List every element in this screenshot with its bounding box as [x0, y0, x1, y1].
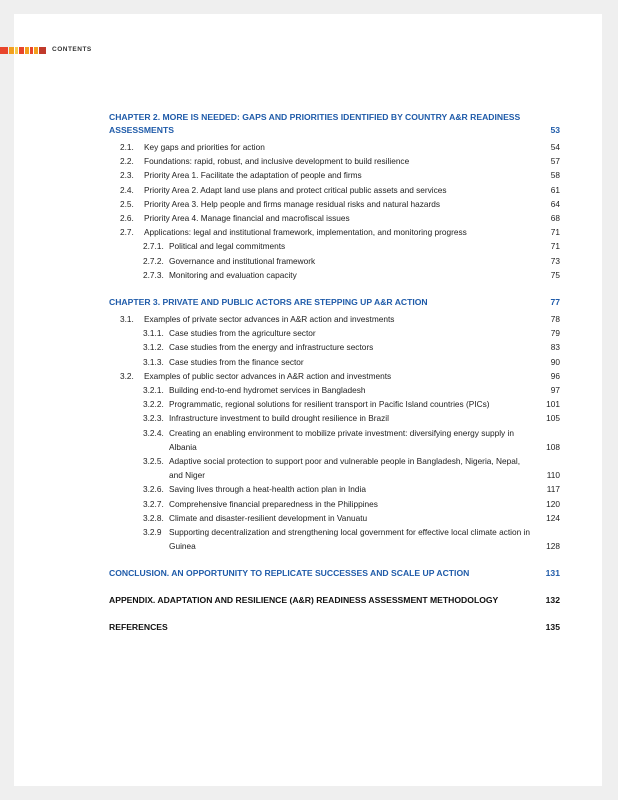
entry-page: 78	[550, 314, 560, 325]
table-of-contents	[109, 111, 560, 634]
entry-text: Building end-to-end hydromet services in Bangladesh	[169, 385, 366, 396]
entry-page: 83	[550, 342, 560, 353]
toc-entry[interactable]	[109, 454, 560, 482]
entry-text: Applications: legal and institutional framework, implementation, and monitoring progress	[144, 227, 467, 238]
entry-text: Foundations: rapid, robust, and inclusive development to build resilience	[144, 156, 410, 167]
entry-number: 3.2.4.	[143, 427, 164, 438]
toc-chapter-2[interactable]	[109, 111, 560, 137]
entry-page: 57	[550, 156, 560, 167]
entry-text: Adaptive social protection to support poor and vulnerable people in Bangladesh, Nigeria, Nepal, and Niger	[169, 456, 521, 481]
toc-entry[interactable]	[109, 525, 560, 553]
entry-number: 3.2.3.	[143, 413, 164, 424]
entry-page: 110	[546, 470, 560, 481]
chapter-title: CHAPTER 2. MORE IS NEEDED: GAPS AND PRIORITIES IDENTIFIED BY COUNTRY A&R READINESS ASSESSMENTS	[109, 112, 521, 135]
entry-number: 3.1.2.	[143, 342, 164, 353]
entry-page: 79	[550, 328, 560, 339]
entry-text: Programmatic, regional solutions for resilient transport in Pacific Island countries (PICs)	[169, 399, 490, 410]
entry-number: 2.7.	[120, 227, 134, 238]
entry-text: Political and legal commitments	[169, 241, 286, 252]
toc-references[interactable]	[109, 621, 560, 634]
entry-page: 124	[546, 512, 560, 523]
entry-page: 71	[550, 227, 560, 238]
entry-number: 3.2.7.	[143, 498, 164, 509]
entry-text: Governance and institutional framework	[169, 255, 316, 266]
entry-page: 54	[550, 142, 560, 152]
toc-entry[interactable]	[109, 326, 560, 340]
contents-label: CONTENTS	[52, 46, 92, 53]
entry-text: Key gaps and priorities for action	[144, 142, 265, 152]
entry-number: 2.2.	[120, 156, 134, 167]
entry-text: Creating an enabling environment to mobilize private investment: diversifying energy supply in Albania	[169, 427, 514, 452]
toc-entry[interactable]	[109, 383, 560, 397]
appendix-title: APPENDIX. ADAPTATION AND RESILIENCE (A&R) READINESS ASSESSMENT METHODOLOGY	[109, 595, 499, 606]
toc-entry[interactable]	[109, 497, 560, 511]
document-page	[14, 14, 602, 794]
toc-entry[interactable]	[109, 511, 560, 525]
entry-number: 3.1.	[120, 314, 134, 325]
toc-appendix[interactable]	[109, 594, 560, 607]
entry-text: Case studies from the energy and infrastructure sectors	[169, 342, 374, 353]
toc-entry[interactable]	[109, 225, 560, 239]
toc-entry[interactable]	[109, 254, 560, 268]
appendix-page: 132	[545, 595, 560, 606]
toc-conclusion[interactable]	[109, 567, 560, 580]
entry-text: Monitoring and evaluation capacity	[169, 269, 297, 280]
entry-number: 2.7.1.	[143, 241, 164, 252]
entry-page: 58	[550, 170, 560, 181]
entry-number: 3.2.9	[143, 527, 162, 538]
entry-text: Case studies from the agriculture sector	[169, 328, 316, 339]
toc-entry-3-2[interactable]	[109, 369, 560, 383]
toc-chapter-3[interactable]	[109, 296, 560, 309]
chapter-page: 53	[550, 125, 560, 135]
toc-entry[interactable]	[109, 397, 560, 411]
entry-page: 117	[546, 484, 560, 495]
page-number: 2	[36, 750, 59, 794]
toc-entry[interactable]	[109, 211, 560, 225]
entry-text: Priority Area 3. Help people and firms manage residual risks and natural hazards	[144, 198, 441, 209]
entry-text: Examples of private sector advances in A&R action and investments	[144, 314, 395, 325]
entry-number: 2.7.2.	[143, 255, 164, 266]
entry-text: Priority Area 1. Facilitate the adaptation of people and firms	[144, 170, 362, 181]
toc-entry[interactable]	[109, 411, 560, 425]
entry-number: 2.1.	[120, 142, 134, 152]
entry-page: 64	[550, 198, 560, 209]
toc-entry[interactable]	[109, 355, 560, 369]
entry-page: 90	[550, 356, 560, 367]
entry-page: 120	[546, 498, 560, 509]
toc-entry[interactable]	[109, 268, 560, 282]
entry-number: 2.5.	[120, 198, 134, 209]
toc-entry[interactable]	[109, 340, 560, 354]
conclusion-title: CONCLUSION. AN OPPORTUNITY TO REPLICATE SUCCESSES AND SCALE UP ACTION	[109, 568, 470, 579]
entry-number: 3.2.8.	[143, 512, 164, 523]
entry-text: Priority Area 2. Adapt land use plans and protect critical public assets and services	[144, 184, 447, 195]
entry-text: Supporting decentralization and strengthening local government for effective local climate action in Guinea	[169, 527, 530, 552]
toc-entry[interactable]	[109, 239, 560, 253]
entry-page: 71	[550, 241, 560, 252]
entry-number: 3.2.2.	[143, 399, 164, 410]
entry-text: Case studies from the finance sector	[169, 356, 304, 367]
entry-number: 2.4.	[120, 184, 134, 195]
toc-entry[interactable]	[109, 426, 560, 454]
entry-number: 2.3.	[120, 170, 134, 181]
entry-page: 75	[550, 269, 560, 280]
entry-number: 3.2.6.	[143, 484, 164, 495]
toc-entry[interactable]	[109, 154, 560, 168]
references-title: REFERENCES	[109, 622, 168, 633]
entry-page: 97	[550, 385, 560, 396]
entry-text: Infrastructure investment to build drought resilience in Brazil	[169, 413, 389, 424]
toc-entry-3-1[interactable]	[109, 312, 560, 326]
entry-number: 2.7.3.	[143, 269, 164, 280]
toc-entry[interactable]	[109, 482, 560, 496]
references-page: 135	[545, 622, 560, 633]
toc-entry[interactable]	[109, 140, 560, 154]
entry-text: Comprehensive financial preparedness in the Philippines	[169, 498, 378, 509]
entry-number: 2.6.	[120, 213, 134, 224]
entry-page: 108	[546, 441, 560, 452]
entry-text: Climate and disaster-resilient development in Vanuatu	[169, 512, 368, 523]
chapter-title: CHAPTER 3. PRIVATE AND PUBLIC ACTORS ARE STEPPING UP A&R ACTION	[109, 297, 428, 308]
entry-text: Priority Area 4. Manage financial and macrofiscal issues	[144, 213, 350, 224]
toc-entry[interactable]	[109, 168, 560, 182]
entry-number: 3.2.1.	[143, 385, 164, 396]
entry-page: 68	[550, 213, 560, 224]
conclusion-page: 131	[545, 568, 560, 579]
entry-number: 3.1.3.	[143, 356, 164, 367]
entry-number: 3.2.	[120, 370, 134, 381]
chapter-page: 77	[550, 297, 560, 308]
entry-page: 105	[546, 413, 560, 424]
entry-page: 73	[550, 255, 560, 266]
entry-text: Examples of public sector advances in A&R action and investments	[144, 370, 392, 381]
entry-page: 96	[550, 370, 560, 381]
entry-page: 128	[546, 541, 560, 552]
toc-entry[interactable]	[109, 197, 560, 211]
toc-entry[interactable]	[109, 183, 560, 197]
entry-text: Saving lives through a heat-health action plan in India	[169, 484, 366, 495]
entry-number: 3.1.1.	[143, 328, 164, 339]
entry-number: 3.2.5.	[143, 456, 164, 467]
entry-page: 101	[546, 399, 560, 410]
entry-page: 61	[550, 184, 560, 195]
